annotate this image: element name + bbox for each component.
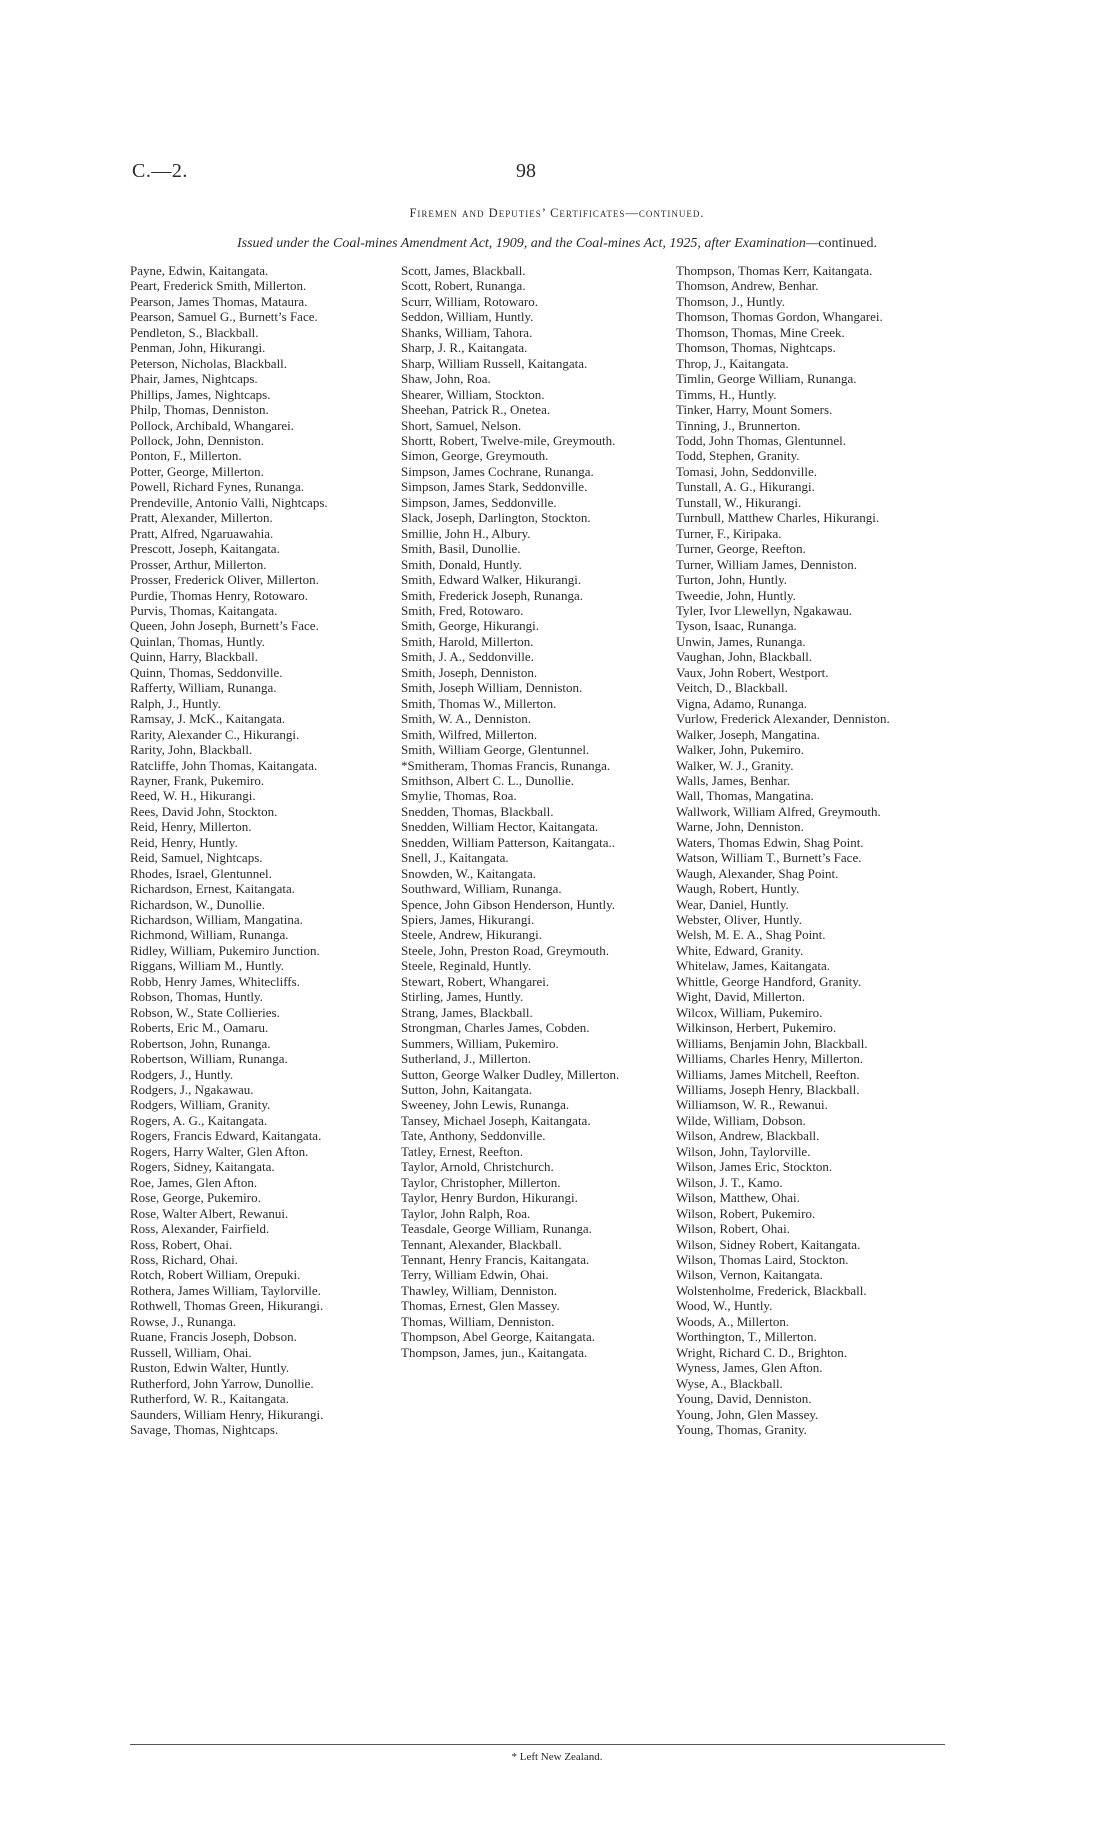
name-entry: *Smitheram, Thomas Francis, Runanga. [401, 757, 611, 773]
name-entry: Simon, George, Greymouth. [401, 448, 549, 464]
name-entry: Wilde, William, Dobson. [676, 1112, 806, 1128]
name-entry: Smith, Donald, Huntly. [401, 556, 522, 572]
name-entry: Thomas, William, Denniston. [401, 1313, 555, 1329]
name-entry: Pratt, Alexander, Millerton. [130, 510, 273, 526]
name-entry: Snowden, W., Kaitangata. [401, 865, 537, 881]
name-entry: Prescott, Joseph, Kaitangata. [130, 541, 280, 557]
name-entry: Waters, Thomas Edwin, Shag Point. [676, 834, 864, 850]
name-entry: Williams, Benjamin John, Blackball. [676, 1035, 868, 1051]
name-entry: Throp, J., Kaitangata. [676, 355, 789, 371]
name-entry: Richmond, William, Runanga. [130, 927, 289, 943]
name-entry: Thawley, William, Denniston. [401, 1282, 558, 1298]
name-entry: Quinn, Harry, Blackball. [130, 649, 259, 665]
name-entry: Waugh, Robert, Huntly. [676, 881, 800, 897]
name-entry: Pendleton, S., Blackball. [130, 324, 259, 340]
name-entry: Smith, Wilfred, Millerton. [401, 726, 538, 742]
name-entry: Rarity, John, Blackball. [130, 742, 253, 758]
name-entry: Smith, Basil, Dunollie. [401, 541, 521, 557]
name-entry: Tunstall, W., Hikurangi. [676, 494, 802, 510]
names-column-3 [676, 263, 946, 1437]
name-entry: Peart, Frederick Smith, Millerton. [130, 278, 307, 294]
name-entry: Saunders, William Henry, Hikurangi. [130, 1406, 324, 1422]
name-entry: Williams, Joseph Henry, Blackball. [676, 1082, 860, 1098]
name-entry: Ralph, J., Huntly. [130, 695, 221, 711]
name-entry: Rogers, A. G., Kaitangata. [130, 1112, 268, 1128]
name-entry: Scurr, William, Rotowaro. [401, 293, 539, 309]
name-entry: Strang, James, Blackball. [401, 1004, 533, 1020]
name-entry: Strongman, Charles James, Cobden. [401, 1020, 590, 1036]
name-entry: Smithson, Albert C. L., Dunollie. [401, 772, 574, 788]
name-entry: Rutherford, W. R., Kaitangata. [130, 1391, 289, 1407]
name-entry: Thomas, Ernest, Glen Massey. [401, 1298, 560, 1314]
name-entry: Ruston, Edwin Walter, Huntly. [130, 1360, 290, 1376]
name-entry: Smith, William George, Glentunnel. [401, 742, 590, 758]
name-entry: Robson, Thomas, Huntly. [130, 989, 263, 1005]
name-entry: Smillie, John H., Albury. [401, 525, 531, 541]
name-entry: Sharp, J. R., Kaitangata. [401, 340, 528, 356]
name-entry: Terry, William Edwin, Ohai. [401, 1267, 549, 1283]
name-entry: Warne, John, Denniston. [676, 819, 804, 835]
name-entry: Snedden, William Patterson, Kaitangata.. [401, 834, 616, 850]
name-entry: Wilkinson, Herbert, Pukemiro. [676, 1020, 837, 1036]
name-entry: Smith, Fred, Rotowaro. [401, 602, 524, 618]
name-entry: Vaughan, John, Blackball. [676, 649, 813, 665]
name-entry: Philp, Thomas, Denniston. [130, 402, 269, 418]
name-entry: Scott, Robert, Runanga. [401, 278, 526, 294]
name-entry: Williamson, W. R., Rewanui. [676, 1097, 828, 1113]
name-entry: Snedden, William Hector, Kaitangata. [401, 819, 599, 835]
name-entry: Simpson, James, Seddonville. [401, 494, 557, 510]
name-entry: Rarity, Alexander C., Hikurangi. [130, 726, 300, 742]
name-entry: Worthington, T., Millerton. [676, 1329, 817, 1345]
name-entry: Thompson, Thomas Kerr, Kaitangata. [676, 263, 873, 278]
name-entry: Wilcox, William, Pukemiro. [676, 1004, 823, 1020]
name-entry: Richardson, W., Dunollie. [130, 896, 266, 912]
name-entry: Steele, John, Preston Road, Greymouth. [401, 942, 609, 958]
name-entry: Reid, Henry, Huntly. [130, 834, 238, 850]
name-entry: Turner, F., Kiripaka. [676, 525, 782, 541]
name-entry: Unwin, James, Runanga. [676, 633, 806, 649]
name-entry: Russell, William, Ohai. [130, 1344, 252, 1360]
name-entry: Walls, James, Benhar. [676, 772, 791, 788]
names-column-2 [401, 263, 661, 1360]
name-entry: Tinker, Harry, Mount Somers. [676, 402, 833, 418]
section-subtitle [130, 236, 984, 252]
name-entry: Smith, George, Hikurangi. [401, 618, 540, 634]
document-reference: C.—2. [132, 160, 188, 182]
name-entry: Rogers, Harry Walter, Glen Afton. [130, 1143, 309, 1159]
name-entry: Robertson, William, Runanga. [130, 1051, 288, 1067]
name-entry: Savage, Thomas, Nightcaps. [130, 1421, 279, 1437]
name-entry: Sutton, John, Kaitangata. [401, 1082, 533, 1098]
name-entry: Wight, David, Millerton. [676, 989, 806, 1005]
name-entry: Young, Thomas, Granity. [676, 1421, 807, 1437]
name-entry: Steele, Andrew, Hikurangi. [401, 927, 543, 943]
name-entry: Ross, Robert, Ohai. [130, 1236, 233, 1252]
name-entry: Robson, W., State Collieries. [130, 1004, 280, 1020]
name-entry: Shortt, Robert, Twelve-mile, Greymouth. [401, 432, 616, 448]
page-number: 98 [516, 160, 536, 182]
name-entry: Wilson, Vernon, Kaitangata. [676, 1267, 823, 1283]
name-entry: Rees, David John, Stockton. [130, 803, 278, 819]
footnote-rule [130, 1744, 945, 1745]
name-entry: Smith, Frederick Joseph, Runanga. [401, 587, 583, 603]
name-entry: Scott, James, Blackball. [401, 263, 526, 278]
name-entry: Smith, Edward Walker, Hikurangi. [401, 572, 582, 588]
name-entry: Whitelaw, James, Kaitangata. [676, 958, 831, 974]
name-entry: Rothera, James William, Taylorville. [130, 1282, 321, 1298]
name-entry: Tweedie, John, Huntly. [676, 587, 796, 603]
name-entry: Purdie, Thomas Henry, Rotowaro. [130, 587, 309, 603]
name-entry: Shearer, William, Stockton. [401, 386, 545, 402]
name-entry: Penman, John, Hikurangi. [130, 340, 266, 356]
name-entry: Wood, W., Huntly. [676, 1298, 773, 1314]
name-entry: Todd, John Thomas, Glentunnel. [676, 432, 847, 448]
name-entry: Smylie, Thomas, Roa. [401, 788, 517, 804]
name-entry: Sweeney, John Lewis, Runanga. [401, 1097, 570, 1113]
name-entry: Wilson, Robert, Ohai. [676, 1221, 790, 1237]
name-entry: Timms, H., Huntly. [676, 386, 777, 402]
name-entry: Taylor, Henry Burdon, Hikurangi. [401, 1190, 578, 1206]
name-entry: Snell, J., Kaitangata. [401, 850, 509, 866]
name-entry: Wall, Thomas, Mangatina. [676, 788, 814, 804]
name-entry: Rodgers, J., Ngakawau. [130, 1082, 254, 1098]
name-entry: Wilson, Matthew, Ohai. [676, 1190, 800, 1206]
name-entry: Sutton, George Walker Dudley, Millerton. [401, 1066, 620, 1082]
name-entry: Todd, Stephen, Granity. [676, 448, 800, 464]
name-entry: Taylor, Arnold, Christchurch. [401, 1159, 554, 1175]
name-entry: Thomson, J., Huntly. [676, 293, 785, 309]
name-entry: Prosser, Frederick Oliver, Millerton. [130, 572, 319, 588]
name-entry: Wright, Richard C. D., Brighton. [676, 1344, 847, 1360]
name-entry: Pearson, Samuel G., Burnett’s Face. [130, 309, 318, 325]
name-entry: Richardson, William, Mangatina. [130, 912, 303, 928]
name-entry: Pratt, Alfred, Ngaruawahia. [130, 525, 274, 541]
name-entry: Rose, George, Pukemiro. [130, 1190, 261, 1206]
section-title-text: Firemen and Deputies’ Certificates—continued. [409, 206, 705, 220]
name-entry: Tatley, Ernest, Reefton. [401, 1143, 524, 1159]
name-entry: Rafferty, William, Runanga. [130, 680, 277, 696]
name-entry: Welsh, M. E. A., Shag Point. [676, 927, 826, 943]
name-entry: Rotch, Robert William, Orepuki. [130, 1267, 301, 1283]
name-entry: Webster, Oliver, Huntly. [676, 912, 802, 928]
name-entry: Potter, George, Millerton. [130, 463, 264, 479]
name-entry: Reid, Samuel, Nightcaps. [130, 850, 263, 866]
name-entry: Payne, Edwin, Kaitangata. [130, 263, 269, 278]
name-entry: Walker, John, Pukemiro. [676, 742, 805, 758]
name-entry: Turner, George, Reefton. [676, 541, 806, 557]
name-entry: Vurlow, Frederick Alexander, Denniston. [676, 711, 890, 727]
name-entry: Powell, Richard Fynes, Runanga. [130, 479, 305, 495]
name-entry: Simpson, James Cochrane, Runanga. [401, 463, 594, 479]
name-entry: Ratcliffe, John Thomas, Kaitangata. [130, 757, 318, 773]
name-entry: Prendeville, Antonio Valli, Nightcaps. [130, 494, 328, 510]
name-entry: Simpson, James Stark, Seddonville. [401, 479, 588, 495]
name-entry: Sharp, William Russell, Kaitangata. [401, 355, 588, 371]
name-entry: Waugh, Alexander, Shag Point. [676, 865, 839, 881]
name-entry: White, Edward, Granity. [676, 942, 804, 958]
name-entry: Turton, John, Huntly. [676, 572, 788, 588]
name-entry: Rose, Walter Albert, Rewanui. [130, 1205, 289, 1221]
name-entry: Wilson, James Eric, Stockton. [676, 1159, 833, 1175]
name-entry: Phair, James, Nightcaps. [130, 371, 258, 387]
name-entry: Veitch, D., Blackball. [676, 680, 788, 696]
name-entry: Roberts, Eric M., Oamaru. [130, 1020, 269, 1036]
section-title [0, 206, 1114, 221]
name-entry: Taylor, John Ralph, Roa. [401, 1205, 531, 1221]
name-entry: Pollock, John, Denniston. [130, 432, 264, 448]
name-entry: Wyness, James, Glen Afton. [676, 1360, 823, 1376]
name-entry: Taylor, Christopher, Millerton. [401, 1174, 561, 1190]
name-entry: Smith, Joseph, Denniston. [401, 664, 538, 680]
name-entry: Ross, Alexander, Fairfield. [130, 1221, 270, 1237]
name-entry: Tyson, Isaac, Runanga. [676, 618, 797, 634]
name-entry: Tennant, Alexander, Blackball. [401, 1236, 562, 1252]
name-entry: Short, Samuel, Nelson. [401, 417, 522, 433]
name-entry: Rodgers, J., Huntly. [130, 1066, 234, 1082]
name-entry: Rowse, J., Runanga. [130, 1313, 237, 1329]
name-entry: Teasdale, George William, Runanga. [401, 1221, 592, 1237]
name-entry: Thomson, Andrew, Benhar. [676, 278, 819, 294]
name-entry: Summers, William, Pukemiro. [401, 1035, 559, 1051]
name-entry: Slack, Joseph, Darlington, Stockton. [401, 510, 591, 526]
name-entry: Thomson, Thomas, Mine Creek. [676, 324, 845, 340]
name-entry: Thomson, Thomas, Nightcaps. [676, 340, 836, 356]
name-entry: Reid, Henry, Millerton. [130, 819, 252, 835]
name-entry: Reed, W. H., Hikurangi. [130, 788, 256, 804]
name-entry: Thompson, Abel George, Kaitangata. [401, 1329, 595, 1345]
name-entry: Tennant, Henry Francis, Kaitangata. [401, 1252, 590, 1267]
name-entry: Rogers, Francis Edward, Kaitangata. [130, 1128, 322, 1144]
name-entry: Rogers, Sidney, Kaitangata. [130, 1159, 275, 1175]
name-entry: Tyler, Ivor Llewellyn, Ngakawau. [676, 602, 853, 618]
name-entry: Rutherford, John Yarrow, Dunollie. [130, 1375, 314, 1391]
name-entry: Watson, William T., Burnett’s Face. [676, 850, 862, 866]
name-entry: Turnbull, Matthew Charles, Hikurangi. [676, 510, 880, 526]
name-entry: Steele, Reginald, Huntly. [401, 958, 532, 974]
name-entry: Prosser, Arthur, Millerton. [130, 556, 267, 572]
name-entry: Wilson, J. T., Kamo. [676, 1174, 783, 1190]
name-entry: Seddon, William, Huntly. [401, 309, 534, 325]
name-entry: Rodgers, William, Granity. [130, 1097, 271, 1113]
name-entry: Spence, John Gibson Henderson, Huntly. [401, 896, 615, 912]
name-entry: Pollock, Archibald, Whangarei. [130, 417, 295, 433]
name-entry: Tinning, J., Brunnerton. [676, 417, 801, 433]
name-entry: Wilson, Sidney Robert, Kaitangata. [676, 1236, 861, 1252]
name-entry: Sheehan, Patrick R., Onetea. [401, 402, 551, 418]
name-entry: Ridley, William, Pukemiro Junction. [130, 942, 320, 958]
name-entry: Wear, Daniel, Huntly. [676, 896, 789, 912]
name-entry: Pearson, James Thomas, Mataura. [130, 293, 308, 309]
name-entry: Southward, William, Runanga. [401, 881, 562, 897]
name-entry: Smith, Thomas W., Millerton. [401, 695, 557, 711]
name-entry: Ponton, F., Millerton. [130, 448, 242, 464]
footnote: * Left New Zealand. [511, 1751, 603, 1763]
name-entry: Sutherland, J., Millerton. [401, 1051, 531, 1067]
name-entry: Ruane, Francis Joseph, Dobson. [130, 1329, 297, 1345]
names-column-1 [130, 263, 380, 1437]
name-entry: Wilson, Thomas Laird, Stockton. [676, 1252, 849, 1267]
name-entry: Vigna, Adamo, Runanga. [676, 695, 808, 711]
subtitle-text: Issued under the Coal-mines Amendment Act, 1909, and the Coal-mines Act, 1925, after Examination— [236, 236, 819, 251]
name-entry: Turner, William James, Denniston. [676, 556, 857, 572]
name-entry: Stirling, James, Huntly. [401, 989, 524, 1005]
name-entry: Rhodes, Israel, Glentunnel. [130, 865, 272, 881]
name-entry: Thomson, Thomas Gordon, Whangarei. [676, 309, 883, 325]
name-entry: Peterson, Nicholas, Blackball. [130, 355, 288, 371]
name-entry: Wyse, A., Blackball. [676, 1375, 783, 1391]
name-entry: Williams, Charles Henry, Millerton. [676, 1051, 864, 1067]
name-entry: Tansey, Michael Joseph, Kaitangata. [401, 1112, 591, 1128]
name-entry: Smith, W. A., Denniston. [401, 711, 532, 727]
name-entry: Shanks, William, Tahora. [401, 324, 533, 340]
name-entry: Queen, John Joseph, Burnett’s Face. [130, 618, 319, 634]
name-entry: Robb, Henry James, Whitecliffs. [130, 973, 300, 989]
name-entry: Walker, W. J., Granity. [676, 757, 794, 773]
name-entry: Young, John, Glen Massey. [676, 1406, 819, 1422]
name-entry: Wilson, Robert, Pukemiro. [676, 1205, 816, 1221]
name-entry: Tomasi, John, Seddonville. [676, 463, 818, 479]
name-entry: Tate, Anthony, Seddonville. [401, 1128, 546, 1144]
name-entry: Tunstall, A. G., Hikurangi. [676, 479, 815, 495]
name-entry: Robertson, John, Runanga. [130, 1035, 271, 1051]
name-entry: Quinlan, Thomas, Huntly. [130, 633, 266, 649]
name-entry: Roe, James, Glen Afton. [130, 1174, 258, 1190]
name-entry: Quinn, Thomas, Seddonville. [130, 664, 283, 680]
subtitle-continued: continued. [818, 236, 878, 251]
name-entry: Wallwork, William Alfred, Greymouth. [676, 803, 881, 819]
name-entry: Smith, Joseph William, Denniston. [401, 680, 583, 696]
name-entry: Purvis, Thomas, Kaitangata. [130, 602, 278, 618]
name-entry: Williams, James Mitchell, Reefton. [676, 1066, 860, 1082]
name-entry: Thompson, James, jun., Kaitangata. [401, 1344, 588, 1360]
name-entry: Timlin, George William, Runanga. [676, 371, 857, 387]
name-entry: Rothwell, Thomas Green, Hikurangi. [130, 1298, 324, 1314]
name-entry: Walker, Joseph, Mangatina. [676, 726, 820, 742]
name-entry: Wilson, Andrew, Blackball. [676, 1128, 820, 1144]
name-entry: Woods, A., Millerton. [676, 1313, 790, 1329]
name-entry: Shaw, John, Roa. [401, 371, 491, 387]
name-entry: Smith, J. A., Seddonville. [401, 649, 534, 665]
name-entry: Phillips, James, Nightcaps. [130, 386, 271, 402]
name-entry: Young, David, Denniston. [676, 1391, 812, 1407]
name-entry: Spiers, James, Hikurangi. [401, 912, 535, 928]
name-entry: Snedden, Thomas, Blackball. [401, 803, 554, 819]
name-entry: Wolstenholme, Frederick, Blackball. [676, 1282, 867, 1298]
name-entry: Wilson, John, Taylorville. [676, 1143, 811, 1159]
name-entry: Ramsay, J. McK., Kaitangata. [130, 711, 286, 727]
name-entry: Ross, Richard, Ohai. [130, 1252, 238, 1267]
name-entry: Stewart, Robert, Whangarei. [401, 973, 550, 989]
name-entry: Vaux, John Robert, Westport. [676, 664, 829, 680]
name-entry: Richardson, Ernest, Kaitangata. [130, 881, 295, 897]
name-entry: Riggans, William M., Huntly. [130, 958, 285, 974]
name-entry: Smith, Harold, Millerton. [401, 633, 534, 649]
name-entry: Whittle, George Handford, Granity. [676, 973, 862, 989]
name-entry: Rayner, Frank, Pukemiro. [130, 772, 265, 788]
